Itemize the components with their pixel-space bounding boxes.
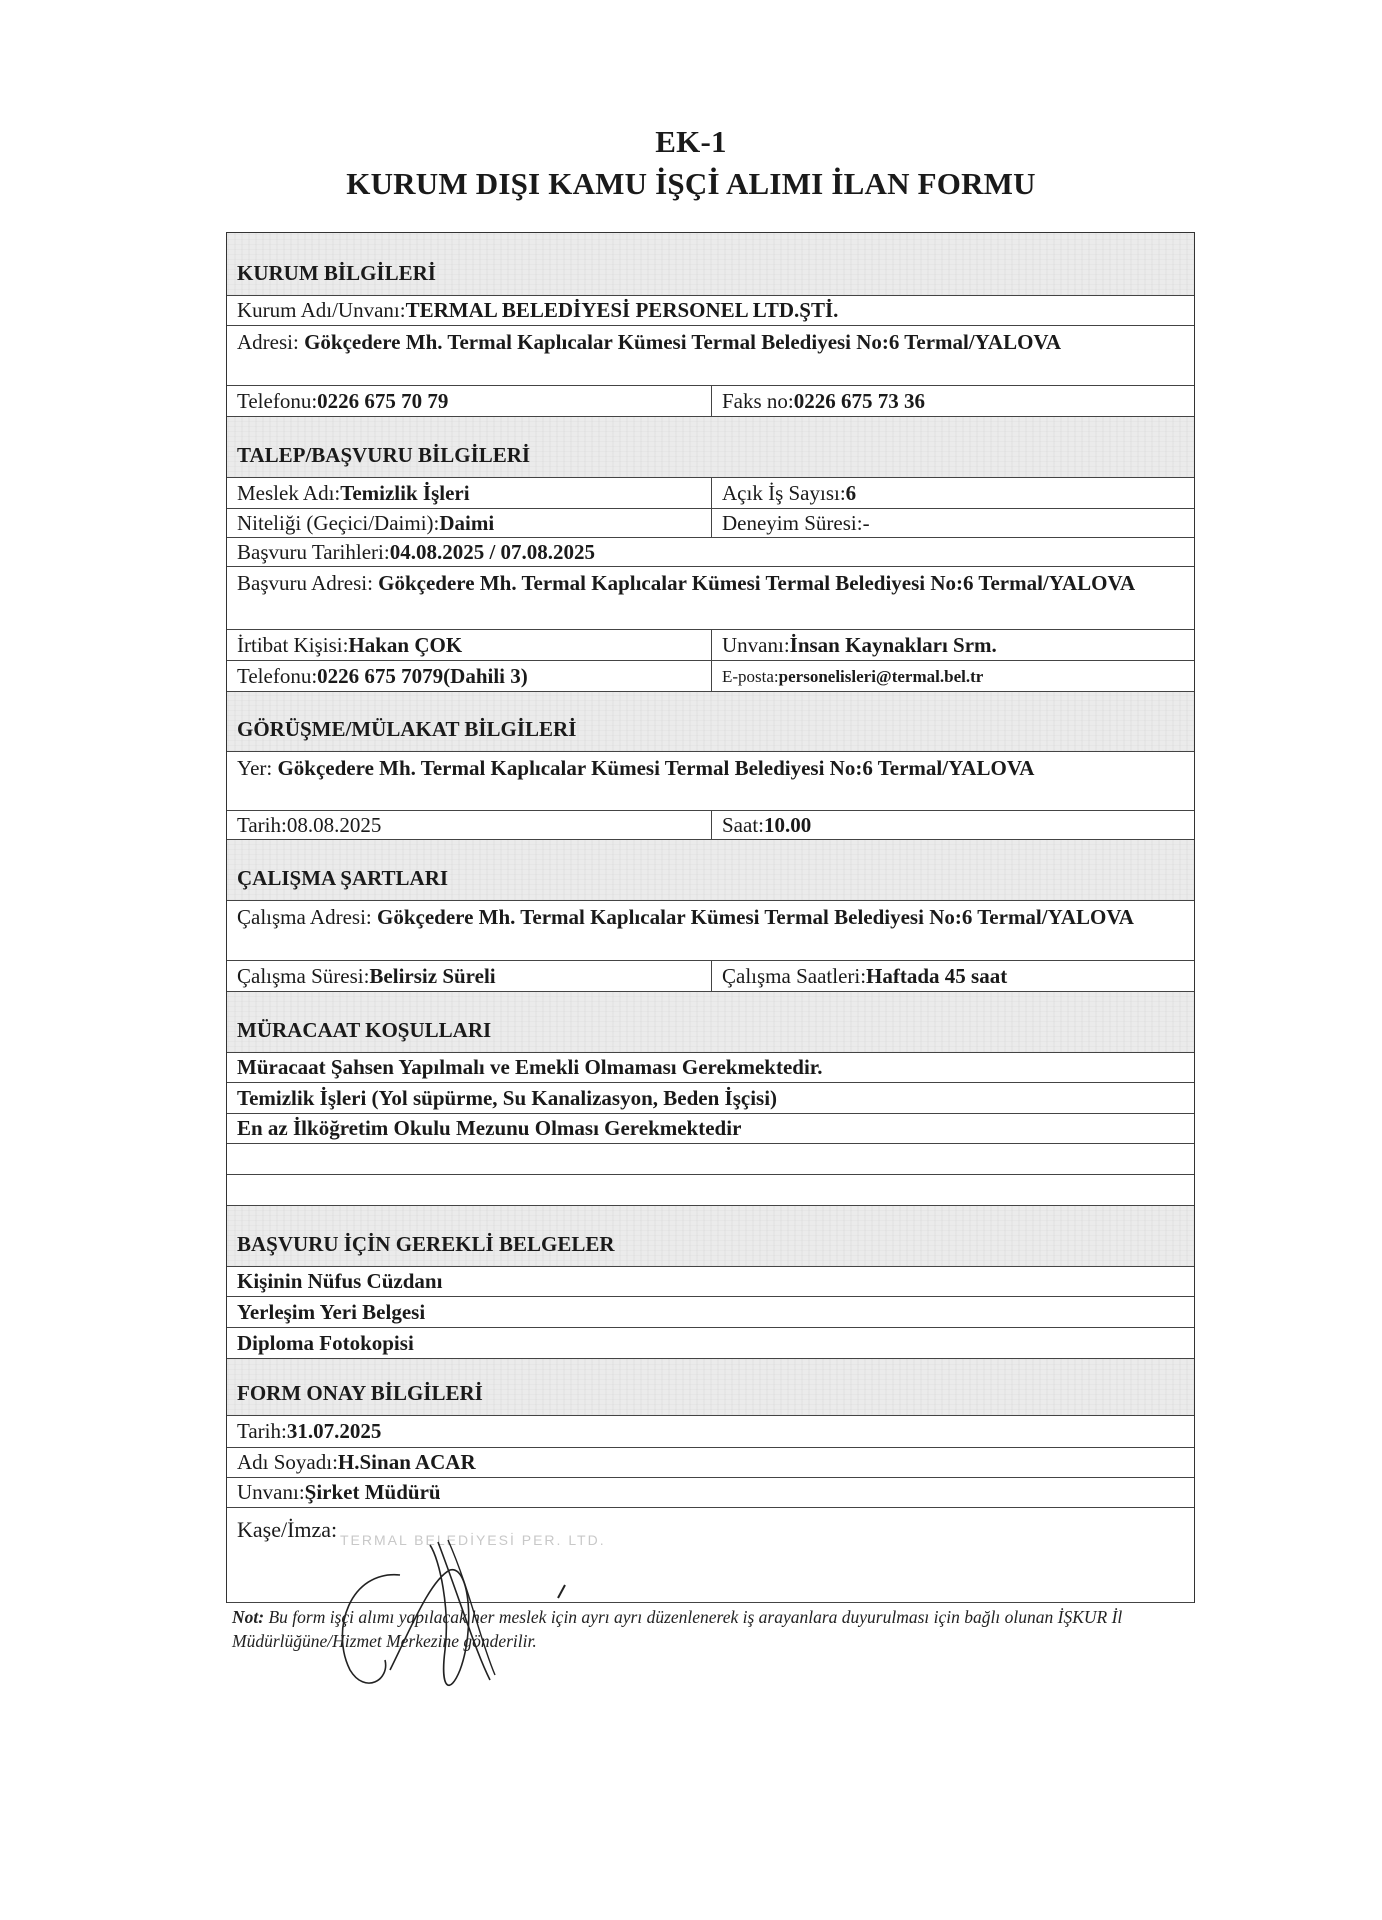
- job-type: Daimi: [439, 510, 495, 535]
- kurum-contact-row: Telefonu: 0226 675 70 79 Faks no: 0226 675 73 36: [227, 386, 1194, 417]
- onay-date-row: Tarih: 31.07.2025: [227, 1416, 1194, 1448]
- section-belgeler-header: BAŞVURU İÇİN GEREKLİ BELGELER: [227, 1206, 1194, 1267]
- approval-date: 31.07.2025: [286, 1419, 382, 1443]
- approver-name: H.Sinan ACAR: [337, 1450, 476, 1474]
- annex-label: EK-1: [655, 124, 727, 159]
- gorusme-place-row: Yer: Gökçedere Mh. Termal Kaplıcalar Kümesi Termal Belediyesi No:6 Termal/YALOVA: [227, 752, 1194, 811]
- condition-item: Temizlik İşleri (Yol süpürme, Su Kanalizasyon, Beden İşçisi): [227, 1083, 1194, 1114]
- contact-email[interactable]: personelisleri@termal.bel.tr: [778, 666, 984, 686]
- kurum-address-row: Adresi: Gökçedere Mh. Termal Kaplıcalar Kümesi Termal Belediyesi No:6 Termal/YALOVA: [227, 326, 1194, 386]
- interview-date: 08.08.2025: [286, 812, 382, 837]
- job-name: Temizlik İşleri: [340, 480, 470, 505]
- experience: -: [862, 510, 870, 535]
- talep-job-row: Meslek Adı: Temizlik İşleri Açık İş Sayısı: 6: [227, 478, 1194, 509]
- talep-type-row: Niteliği (Geçici/Daimi): Daimi Deneyim Süresi: -: [227, 509, 1194, 538]
- condition-item: Müracaat Şahsen Yapılmalı ve Emekli Olmaması Gerekmektedir.: [227, 1053, 1194, 1083]
- document-item: Diploma Fotokopisi: [227, 1328, 1194, 1359]
- interview-time: 10.00: [764, 812, 812, 837]
- stamp-text: TERMAL BELEDİYESİ PER. LTD.: [340, 1532, 606, 1548]
- talep-dates-row: Başvuru Tarihleri: 04.08.2025 / 07.08.2025: [227, 538, 1194, 567]
- work-hours: Haftada 45 saat: [866, 963, 1008, 988]
- condition-item-empty: [227, 1175, 1194, 1206]
- contact-person: Hakan ÇOK: [348, 632, 463, 657]
- kurum-fax: 0226 675 73 36: [793, 388, 926, 413]
- gorusme-datetime-row: Tarih: 08.08.2025 Saat: 10.00: [227, 811, 1194, 840]
- contact-phone: 0226 675 7079(Dahili 3): [317, 663, 528, 688]
- section-muracaat-header: MÜRACAAT KOŞULLARI: [227, 992, 1194, 1053]
- work-address: Gökçedere Mh. Termal Kaplıcalar Kümesi Termal Belediyesi No:6 Termal/YALOVA: [377, 905, 1134, 929]
- calisma-terms-row: Çalışma Süresi: Belirsiz Süreli Çalışma Saatleri: Haftada 45 saat: [227, 961, 1194, 992]
- condition-item: En az İlköğretim Okulu Mezunu Olması Gerekmektedir: [227, 1114, 1194, 1144]
- talep-address-row: Başvuru Adresi: Gökçedere Mh. Termal Kaplıcalar Kümesi Termal Belediyesi No:6 Termal/YALOVA: [227, 567, 1194, 630]
- page-title: KURUM DIŞI KAMU İŞÇİ ALIMI İLAN FORMU: [346, 166, 1036, 201]
- calisma-address-row: Çalışma Adresi: Gökçedere Mh. Termal Kaplıcalar Kümesi Termal Belediyesi No:6 Termal/YALOVA: [227, 901, 1194, 961]
- document-item: Yerleşim Yeri Belgesi: [227, 1297, 1194, 1328]
- application-address: Gökçedere Mh. Termal Kaplıcalar Kümesi Termal Belediyesi No:6 Termal/YALOVA: [378, 571, 1136, 595]
- section-kurum-header: KURUM BİLGİLERİ: [227, 233, 1194, 296]
- application-dates: 04.08.2025 / 07.08.2025: [389, 539, 596, 564]
- approver-title: Şirket Müdürü: [304, 1480, 441, 1504]
- job-posting-form: [226, 232, 1195, 1603]
- kurum-name-row: Kurum Adı/Unvanı: TERMAL BELEDİYESİ PERSONEL LTD.ŞTİ.: [227, 296, 1194, 326]
- signature-tick: [558, 1585, 565, 1598]
- footer-note: Not: Bu form işçi alımı yapılacak her meslek için ayrı ayrı düzenlenerek iş arayanlara duyurulması için bağlı olunan İŞKUR İl Müdürlüğüne/Hizmet Merkezine gönderilir.: [232, 1607, 1123, 1651]
- kurum-name: TERMAL BELEDİYESİ PERSONEL LTD.ŞTİ.: [405, 298, 839, 322]
- contact-title: İnsan Kaynakları Srm.: [789, 632, 997, 657]
- section-gorusme-header: GÖRÜŞME/MÜLAKAT BİLGİLERİ: [227, 692, 1194, 752]
- condition-item-empty: [227, 1144, 1194, 1175]
- talep-phone-row: Telefonu: 0226 675 7079(Dahili 3) E-posta: personelisleri@termal.bel.tr: [227, 661, 1194, 692]
- section-talep-header: TALEP/BAŞVURU BİLGİLERİ: [227, 417, 1194, 478]
- work-duration: Belirsiz Süreli: [369, 963, 496, 988]
- interview-place: Gökçedere Mh. Termal Kaplıcalar Kümesi Termal Belediyesi No:6 Termal/YALOVA: [277, 756, 1035, 780]
- onay-name-row: Adı Soyadı: H.Sinan ACAR: [227, 1448, 1194, 1478]
- kurum-address: Gökçedere Mh. Termal Kaplıcalar Kümesi Termal Belediyesi No:6 Termal/YALOVA: [304, 330, 1062, 354]
- openings-count: 6: [845, 480, 857, 505]
- section-onay-header: FORM ONAY BİLGİLERİ: [227, 1359, 1194, 1416]
- kurum-phone: 0226 675 70 79: [317, 388, 449, 413]
- onay-title-row: Unvanı: Şirket Müdürü: [227, 1478, 1194, 1508]
- document-item: Kişinin Nüfus Cüzdanı: [227, 1267, 1194, 1297]
- section-calisma-header: ÇALIŞMA ŞARTLARI: [227, 840, 1194, 901]
- stamp-signature-row: Kaşe/İmza:: [227, 1508, 1194, 1603]
- talep-contact-row: İrtibat Kişisi: Hakan ÇOK Unvanı: İnsan Kaynakları Srm.: [227, 630, 1194, 661]
